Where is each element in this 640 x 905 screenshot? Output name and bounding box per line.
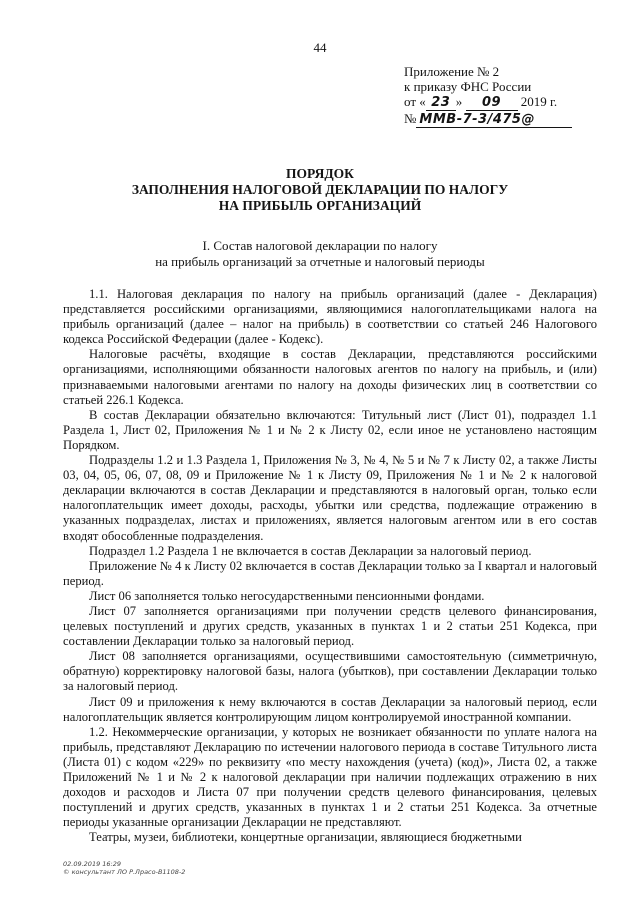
appendix-date	[404, 94, 604, 111]
document-body	[63, 287, 597, 845]
document-title	[0, 166, 640, 214]
section-heading	[0, 238, 640, 270]
number-prefix: №	[404, 111, 417, 126]
footer-timestamp: 02.09.2019 16:29	[63, 860, 122, 868]
footer-source: © консультант ЛО Р.Лрасо-В1108-2	[63, 868, 186, 876]
appendix-number	[404, 111, 604, 128]
title-line-1: ПОРЯДОК	[286, 166, 354, 181]
section-line-1: I. Состав налоговой декларации по налогу	[202, 238, 438, 253]
paragraph: В состав Декларации обязательно включаются: Титульный лист (Лист 01), подраздел 1.1 Раздела 1, Лист 02, Приложения № 1 и № 2 к Листу 02, если иное не установлено настоящим Порядком.	[63, 407, 597, 452]
title-line-2: ЗАПОЛНЕНИЯ НАЛОГОВОЙ ДЕКЛАРАЦИИ ПО НАЛОГУ	[131, 182, 509, 197]
date-year: 2019 г.	[520, 94, 558, 109]
paragraph: Налоговые расчёты, входящие в состав Декларации, представляются российскими организациями, исполняющими обязанности налоговых агентов по налогу на прибыль, и (или) признаваемыми налоговыми агентами по налогу на доходы физических лиц в соответствии со статьей 226.1 Кодекса.	[63, 347, 597, 407]
title-line-3: НА ПРИБЫЛЬ ОРГАНИЗАЦИЙ	[218, 198, 422, 213]
date-mid: »	[455, 94, 463, 109]
paragraph: Лист 07 заполняется организациями при получении средств целевого финансирования, целевых поступлений и других средств, указанных в пунктах 1 и 2 статьи 251 Кодекса, при составлении Декларации только за налоговый период.	[63, 603, 597, 649]
paragraph: Лист 09 и приложения к нему включаются в состав Декларации за налоговый период, если налогоплательщик является контролирующим лицом контролируемой иностранной компании.	[63, 694, 597, 724]
order-number: ММВ-7-3/475@	[416, 112, 572, 128]
appendix-line-2: к приказу ФНС России	[404, 79, 532, 94]
paragraph: Лист 08 заполняется организациями, осуществившими самостоятельную (симметричную, обратную) корректировку налоговой базы, налога (убытков), при составлении Декларации только за налоговый период.	[63, 649, 597, 694]
section-line-2: на прибыль организаций за отчетные и налоговый периоды	[155, 254, 485, 269]
paragraph: 1.1. Налоговая декларация по налогу на прибыль организаций (далее - Декларация) представляется российскими организациями, являющимися налогоплательщиками налога на прибыль организаций (далее – налог на прибыль) в соответствии со статьей 246 Налогового кодекса Российской Федерации (далее - Кодекс).	[63, 287, 597, 347]
date-prefix: от «	[404, 94, 426, 109]
paragraph: 1.2. Некоммерческие организации, у которых не возникает обязанности по уплате налога на прибыль, представляют Декларацию по истечении налогового периода в составе Титульного листа (Листа 01) с кодом «229» по реквизиту «по месту нахождения (учета) (код)», Листа 02, а также Приложений № 1 и № 2 к налоговой декларации при наличии подлежащих отражению в них доходов и расходов и Листа 07 при получении средств целевого финансирования, целевых поступлений и других средств, указанных в пунктах 1 и 2 статьи 251 Кодекса. За отчетные периоды указанные организации Декларации не представляют.	[63, 724, 597, 830]
footer-stamp	[63, 860, 185, 876]
paragraph: Подраздел 1.2 Раздела 1 не включается в состав Декларации за налоговый период.	[89, 543, 532, 558]
appendix-block	[404, 64, 604, 128]
page-number: 44	[313, 40, 327, 55]
date-day: 23	[426, 95, 456, 111]
paragraph: Подразделы 1.2 и 1.3 Раздела 1, Приложения № 3, № 4, № 5 и № 7 к Листу 02, а также Листы 03, 04, 05, 06, 07, 08, 09 и Приложение № 1 к Листу 09, Приложения № 1 и № 2 к налоговой декларации включаются в состав Декларации и представляются в налоговый орган, только если налогоплательщик имеет доходы, расходы, убытки или средства, подлежащие отражению в указанных подразделах, листах и приложениях, является налоговым агентом или в его состав входят обособленные подразделения.	[63, 453, 597, 543]
paragraph: Театры, музеи, библиотеки, концертные организации, являющиеся бюджетными	[89, 830, 522, 845]
paragraph: Приложение № 4 к Листу 02 включается в состав Декларации только за I квартал и налоговый период.	[63, 558, 597, 588]
date-month: 09	[466, 95, 518, 111]
paragraph: Лист 06 заполняется только негосударственными пенсионными фондами.	[89, 588, 485, 603]
appendix-line-1: Приложение № 2	[404, 64, 500, 79]
